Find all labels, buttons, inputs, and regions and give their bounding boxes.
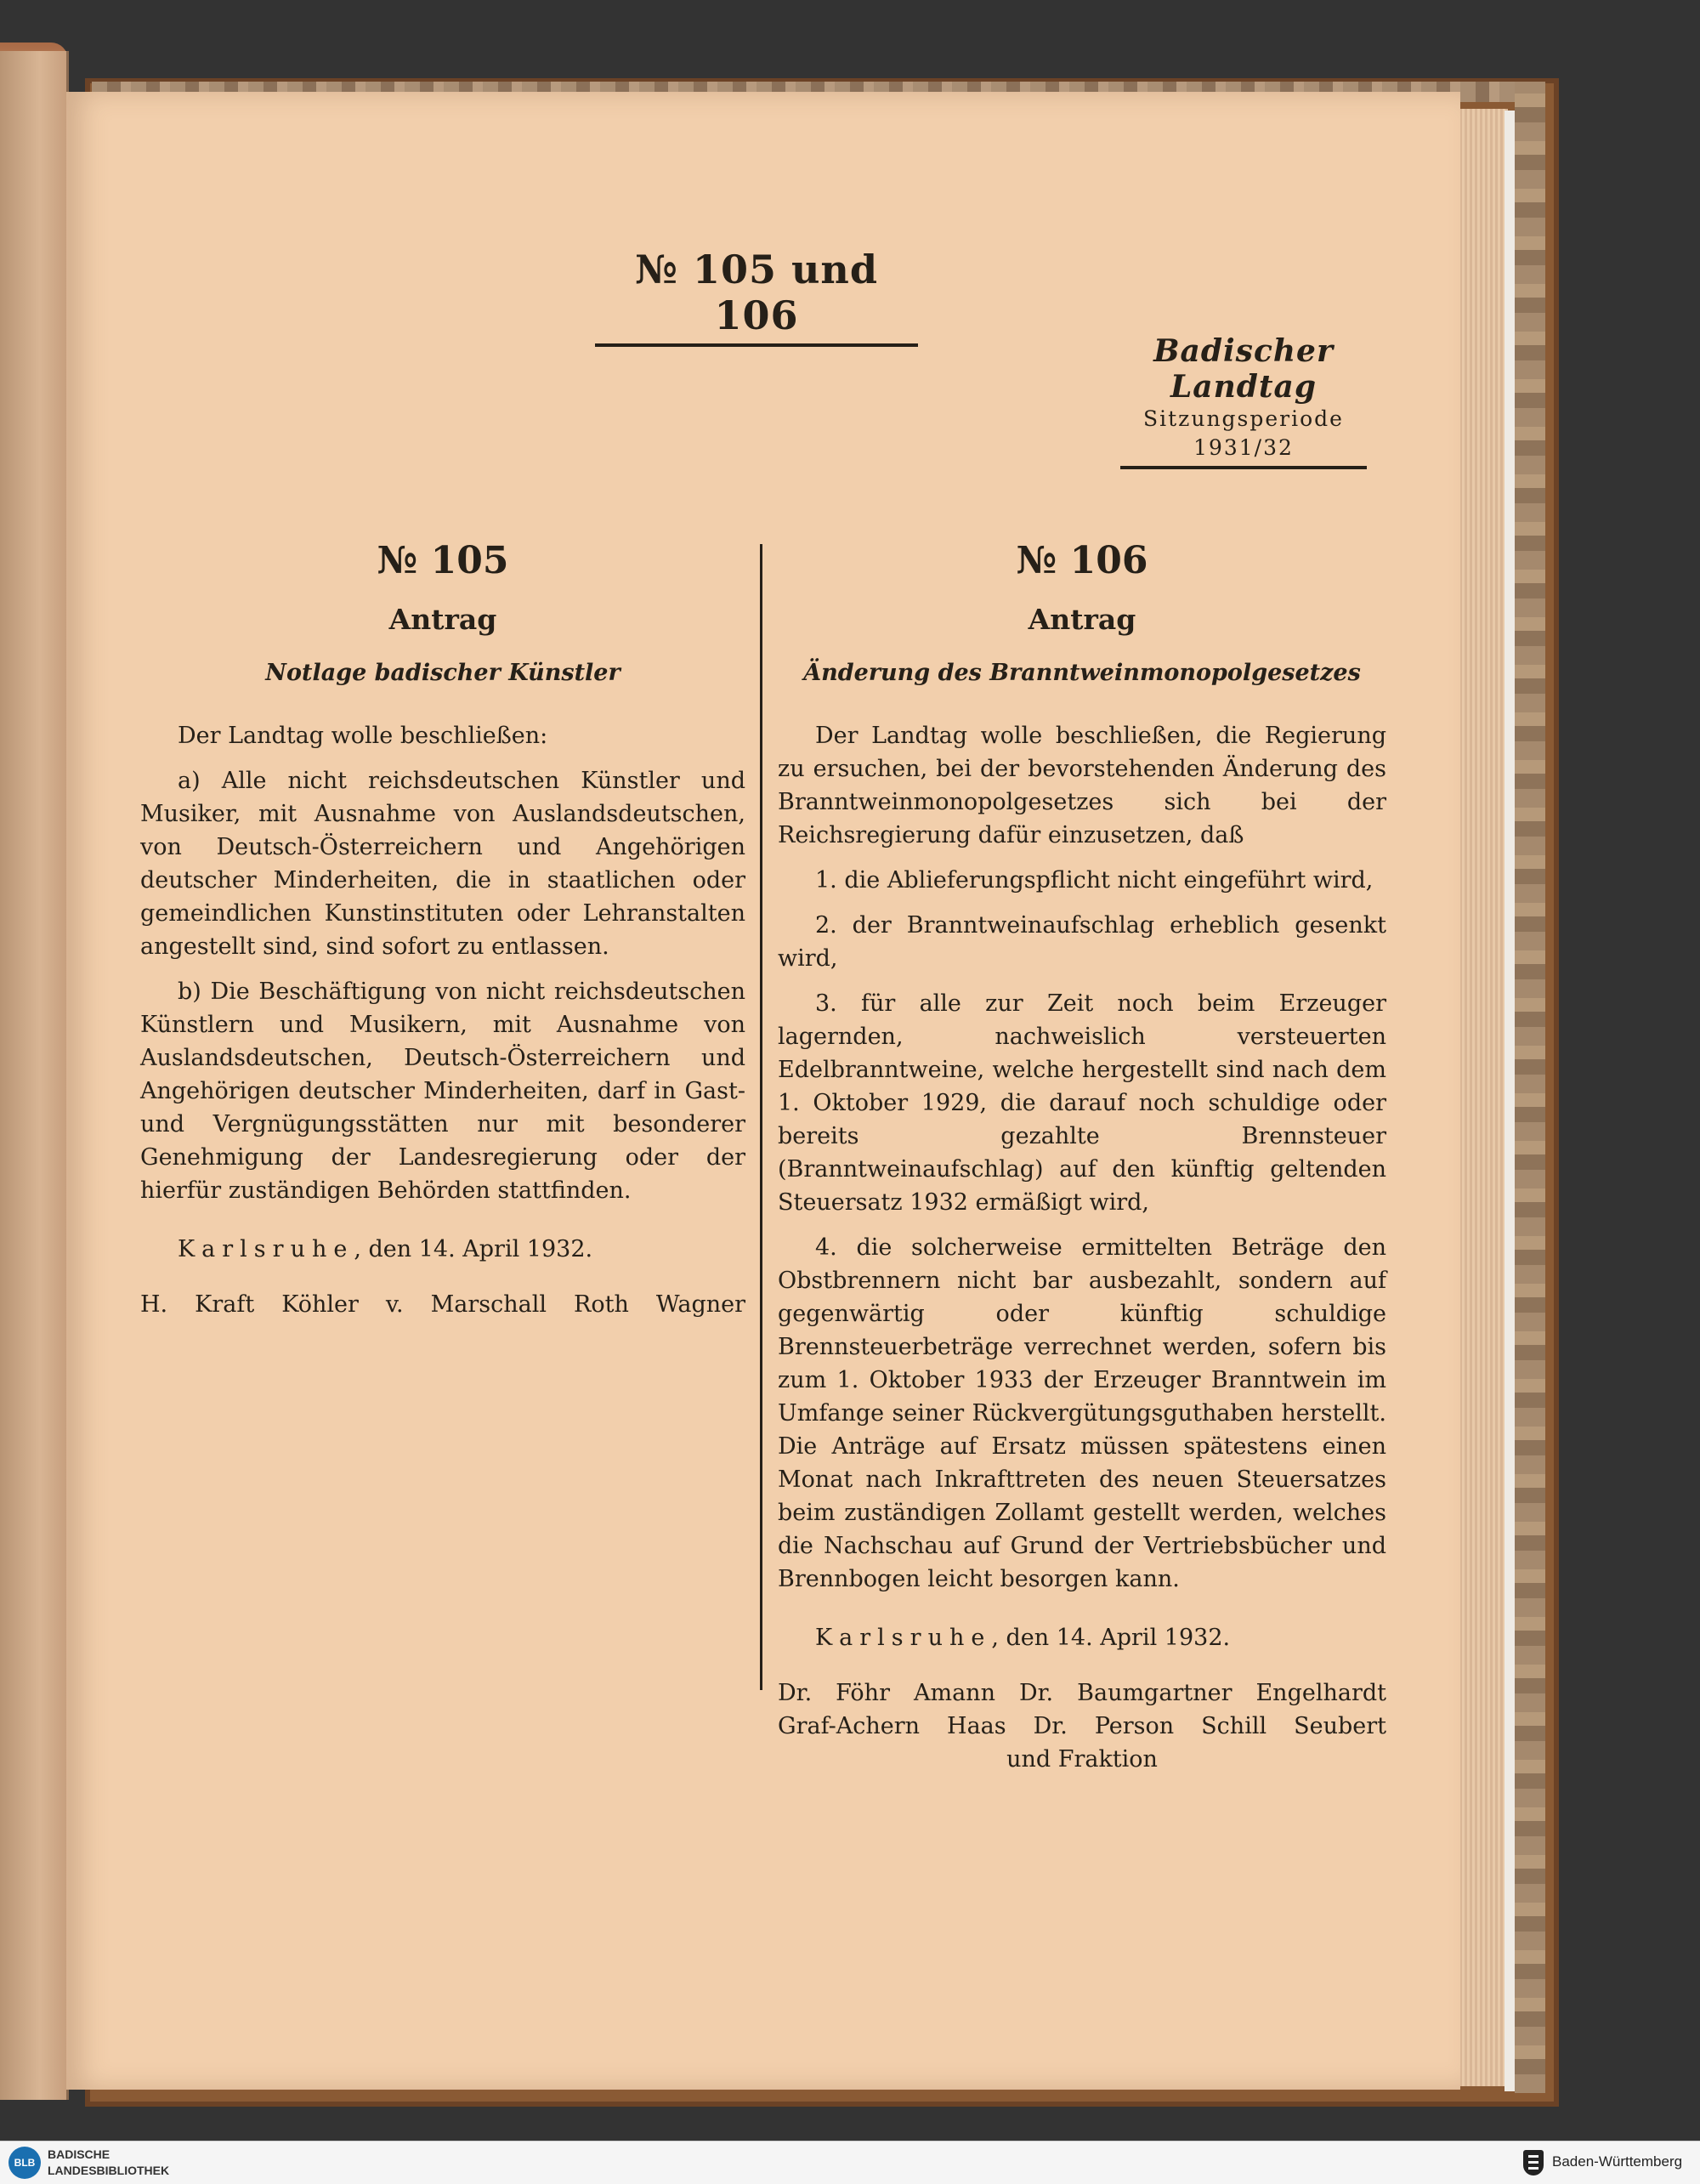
date-rest: , den 14. April 1932.: [991, 1625, 1231, 1651]
motion-signatures: H. Kraft Köhler v. Marschall Roth Wagner: [140, 1291, 745, 1318]
page-stack-edge: [1455, 109, 1508, 2086]
page-edge-highlight: [1504, 111, 1515, 2091]
signature-line-1: Dr. Föhr Amann Dr. Baumgartner Engelhardt: [778, 1680, 1386, 1706]
motion-signatures: [778, 1676, 1386, 1776]
motion-subject: Änderung des Branntweinmonopolgesetzes: [803, 660, 1361, 686]
motion-date: [140, 1233, 745, 1266]
stamp-year: 1931/32: [1193, 434, 1294, 460]
column-divider: [760, 544, 762, 1690]
motion-type: Antrag: [388, 603, 497, 636]
left-page-edge: [0, 51, 69, 2100]
stamp-period: Sitzungsperiode: [1143, 406, 1344, 431]
landtag-stamp: [1112, 333, 1375, 469]
date-rest: , den 14. April 1932.: [354, 1236, 593, 1262]
blb-logo-icon[interactable]: BLB: [8, 2147, 41, 2179]
marbled-edge-right: [1515, 82, 1545, 2093]
state-name[interactable]: Baden-Württemberg: [1552, 2153, 1683, 2170]
signature-line-3: und Fraktion: [1006, 1746, 1158, 1773]
motion-date: [778, 1621, 1386, 1654]
motion-number: № 106: [1016, 539, 1148, 582]
motion-subject: Notlage badischer Künstler: [265, 660, 620, 686]
motion-intro: Der Landtag wolle beschließen, die Regierung zu ersuchen, bei der bevorstehenden Änderung des Branntweinmonopolgesetzes sich bei der Reichsregierung dafür einzusetzen, daß: [778, 723, 1386, 848]
date-city: Karlsruhe: [178, 1236, 354, 1262]
library-name[interactable]: [48, 2147, 169, 2179]
motion-item-2: 2. der Branntweinaufschlag erheblich gesenkt wird,: [778, 912, 1386, 972]
stamp-underline: [1120, 466, 1367, 469]
viewer-footer: [0, 2141, 1700, 2184]
motion-type: Antrag: [1028, 603, 1136, 636]
library-name-line-2: LANDESBIBLIOTHEK: [48, 2164, 170, 2177]
motion-number: № 105: [377, 539, 509, 582]
motion-body: [140, 719, 745, 1321]
stamp-title: Badischer Landtag: [1153, 333, 1334, 405]
motion-body: [778, 719, 1386, 1776]
motion-item-3: 3. für alle zur Zeit noch beim Erzeuger lagernden, nachweislich versteuerten Edelbranntweine, welche hergestellt sind nach dem 1. Oktober 1929, die darauf noch schuldige oder bereits gezahlte Brennsteuer (Branntweinaufschlag) auf den künftig geltenden Steuersatz 1932 ermäßigt wird,: [778, 990, 1386, 1216]
motion-105: [140, 537, 745, 1333]
date-city: Karlsruhe: [815, 1625, 992, 1651]
motion-item-4: 4. die solcherweise ermittelten Beträge den Obstbrennern nicht bar ausbezahlt, sondern auf gegenwärtig oder künftig schuldige Brennsteuerbeträge verrechnet werden, sofern bis zum 1. Oktober 1933 der Erzeuger Branntwein im Umfange seiner Rückvergütungsguthaben herstellt. Die Anträge auf Ersatz müssen spätestens einen Monat nach Inkrafttreten des neuen Steuersatzes beim zuständigen Zollamt gestellt werden, welches die Nachschau auf Grund der Vertriebsbücher und Brennbogen leicht besorgen kann.: [778, 1234, 1386, 1592]
motion-paragraph-b: b) Die Beschäftigung von nicht reichsdeutschen Künstlern und Musikern, mit Ausnahme von Auslandsdeutschen, Deutsch-Österreichern und Angehörigen deutscher Minderheiten, darf in Gast- und Vergnügungsstätten nur mit besonderer Genehmigung der Landesregierung oder der hierfür zuständigen Behörden stattfinden.: [140, 979, 745, 1204]
motion-paragraph-a: a) Alle nicht reichsdeutschen Künstler und Musiker, mit Ausnahme von Auslandsdeutschen, von Deutsch-Österreichern und Angehörigen deutscher Minderheiten, die in staatlichen oder gemeindlichen Kunstinstituten oder Lehranstalten angestellt sind, sind sofort zu entlassen.: [140, 768, 745, 960]
motion-intro: Der Landtag wolle beschließen:: [178, 723, 548, 749]
signature-line-2: Graf-Achern Haas Dr. Person Schill Seubert: [778, 1713, 1386, 1739]
baden-wuerttemberg-crest-icon: [1523, 2150, 1544, 2175]
motion-106: [778, 537, 1386, 1776]
library-name-line-1: BADISCHE: [48, 2147, 110, 2161]
document-number: № 105 und 106: [595, 247, 918, 347]
motion-item-1: 1. die Ablieferungspflicht nicht eingeführt wird,: [815, 867, 1374, 893]
